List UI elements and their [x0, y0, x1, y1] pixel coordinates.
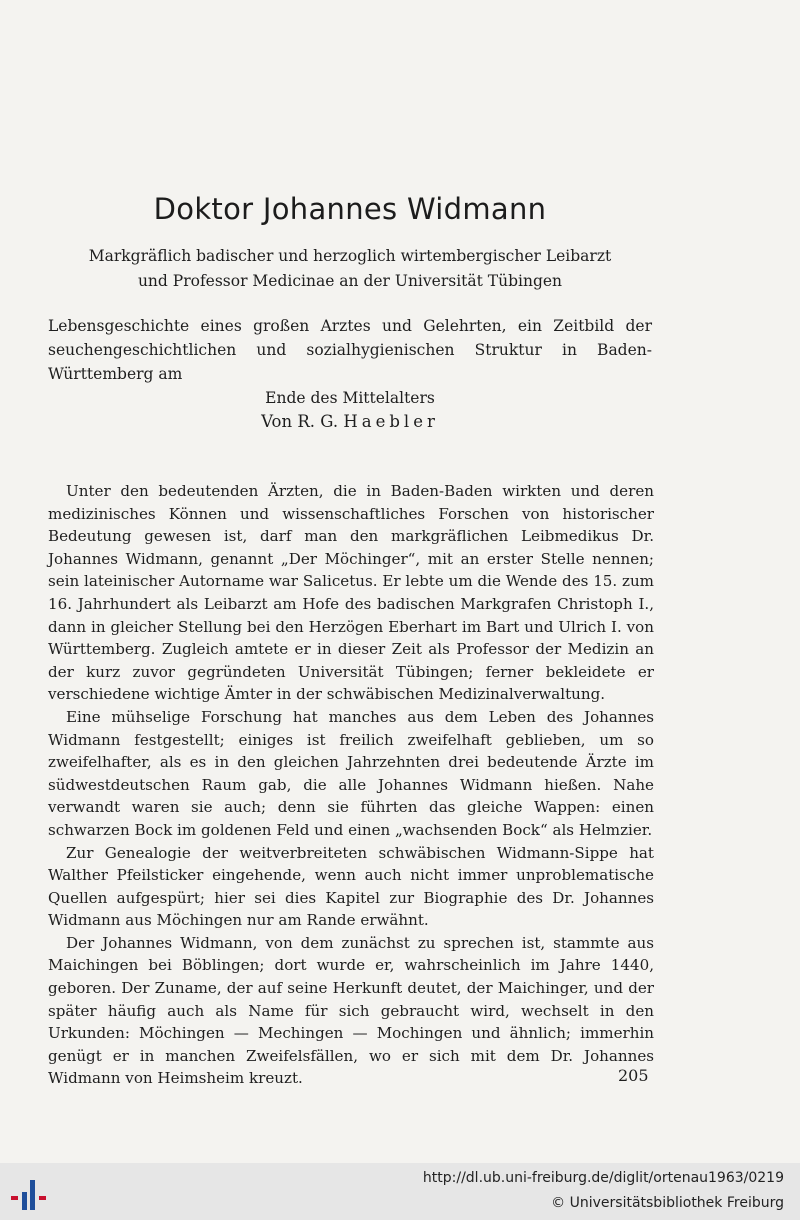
document-intro [48, 314, 652, 410]
ub-freiburg-logo-icon [8, 1174, 52, 1214]
copyright-notice: © Universitätsbibliothek Freiburg [551, 1195, 784, 1211]
paragraph: Eine mühselige Forschung hat manches aus dem Leben des Johannes Widmann festgestellt; einiges ist freilich zweifelhaft geblieben, um so zweifelhafter, als es in den gleichen Jahrzehnten drei bedeutende Ärzte im südwestdeutschen Raum gab, die alle Johannes Widmann hießen. Nahe verwandt waren sie auch; denn sie führten das gleiche Wappen: einen schwarzen Bock im goldenen Feld und einen „wachsenden Bock“ als Helmzier. [48, 707, 654, 839]
intro-main-text: Lebensgeschichte eines großen Arztes und Gelehrten, ein Zeitbild der seuchengeschichtlichen und sozialhygienischen Struktur in Baden-Württemberg am [48, 317, 652, 383]
subtitle-line-1: Markgräflich badischer und herzoglich wirtembergischer Leibarzt [88, 247, 612, 265]
paragraph: Zur Genealogie der weitverbreiteten schwäbischen Widmann-Sippe hat Walther Pfeilsticker eingehende, wenn auch nicht immer unproblematische Quellen aufgespürt; hier sei dies Kapitel zur Biographie des Dr. Johannes Widmann aus Möchingen nur am Rande erwähnt. [48, 843, 654, 930]
intro-last-line: Ende des Mittelalters [265, 389, 435, 407]
document-title: Doktor Johannes Widmann [153, 192, 547, 226]
author-line [0, 412, 700, 431]
body-text [48, 480, 654, 1090]
paragraph: Unter den bedeutenden Ärzten, die in Baden-Baden wirkten und deren medizinisches Können und wissenschaftliches Forschen von historischer Bedeutung gewesen ist, darf man den markgräflichen Leibmedikus Dr. Johannes Widmann, genannt „Der Möchinger“, mit an erster Stelle nennen; sein lateinischer Autorname war Salicetus. Er lebte um die Wende des 15. zum 16. Jahrhundert als Leibarzt am Hofe des badischen Markgrafen Christoph I., dann in gleicher Stellung bei den Herzögen Eberhart im Bart und Ulrich I. von Württemberg. Zugleich amtete er in dieser Zeit als Professor der Medizin an der kurz zuvor gegründeten Universität Tübingen; ferner bekleidete er verschiedene wichtige Ämter in der schwäbischen Medizinalverwaltung. [48, 482, 654, 704]
author-prefix: Von R. G. [261, 412, 339, 431]
source-url[interactable]: http://dl.ub.uni-freiburg.de/diglit/ortenau1963/0219 [422, 1170, 784, 1186]
document-subtitle [60, 244, 640, 294]
page-number: 205 [618, 1066, 649, 1085]
author-name: Haebler [343, 412, 439, 431]
footer-bar [0, 1163, 800, 1220]
paragraph: Der Johannes Widmann, von dem zunächst zu sprechen ist, stammte aus Maichingen bei Böblingen; dort wurde er, wahrscheinlich im Jahre 1440, geboren. Der Zuname, der auf seine Herkunft deutet, der Maichinger, und der später häufig auch als Name für sich gebraucht wird, wechselt in den Urkunden: Möchingen — Mechingen — Mochingen und ähnlich; immerhin genügt er in manchen Zweifelsfällen, wo er sich mit dem Dr. Johannes Widmann von Heimsheim kreuzt. [48, 933, 654, 1088]
subtitle-line-2: und Professor Medicinae an der Universität Tübingen [137, 272, 563, 290]
